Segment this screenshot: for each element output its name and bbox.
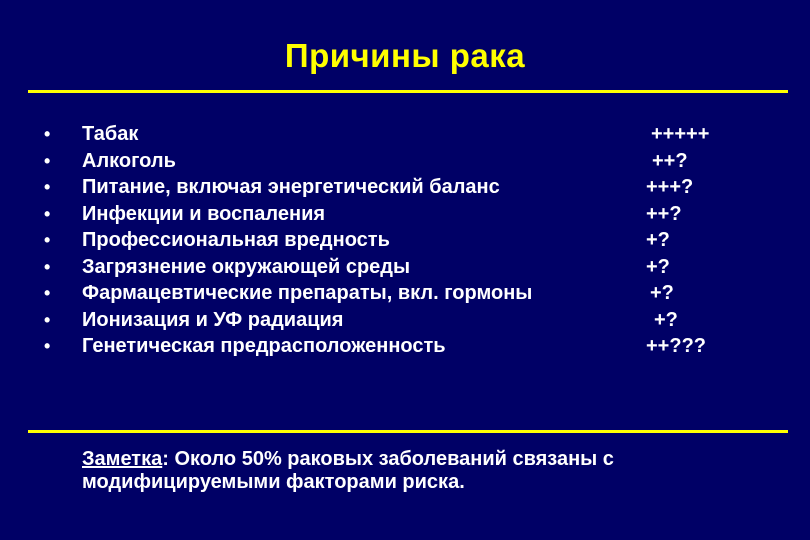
note-separator: : xyxy=(162,448,169,470)
cause-list xyxy=(44,121,764,360)
cause-rating: +++++ xyxy=(651,123,710,145)
bullet-icon: • xyxy=(44,230,51,250)
cause-rating: ++? xyxy=(652,149,688,172)
list-item xyxy=(44,201,764,228)
cause-label: Табак xyxy=(82,123,139,145)
cause-rating: +? xyxy=(646,255,670,278)
list-item xyxy=(44,121,764,148)
note-label: Заметка xyxy=(82,448,163,470)
cause-label: Питание, включая энергетический баланс xyxy=(82,176,500,198)
bullet-icon: • xyxy=(44,256,51,277)
cause-label: Загрязнение окружающей среды xyxy=(82,255,411,278)
list-item xyxy=(44,148,764,175)
note-divider xyxy=(28,430,788,433)
cause-rating: +++? xyxy=(646,176,694,198)
cause-rating: ++??? xyxy=(646,335,707,357)
cause-rating: +? xyxy=(654,308,678,331)
list-item xyxy=(44,333,764,360)
list-item xyxy=(44,174,764,201)
title-divider xyxy=(28,90,788,93)
cause-label: Алкоголь xyxy=(82,149,176,172)
list-item xyxy=(44,227,764,254)
bullet-icon: • xyxy=(44,177,51,197)
cause-rating: ++? xyxy=(646,202,682,225)
cause-label: Ионизация и УФ радиация xyxy=(82,308,344,331)
bullet-icon: • xyxy=(44,150,51,171)
bullet-icon: • xyxy=(44,124,51,144)
bullet-icon: • xyxy=(44,203,51,224)
cause-label: Генетическая предрасположенность xyxy=(82,335,446,357)
list-item xyxy=(44,280,764,307)
cause-label: Фармацевтические препараты, вкл. гормоны xyxy=(82,282,533,304)
note-text xyxy=(82,448,772,494)
bullet-icon: • xyxy=(44,336,51,356)
list-item xyxy=(44,307,764,334)
list-item xyxy=(44,254,764,281)
note-body: Около 50% раковых заболеваний связаны с модифицируемыми факторами риска. xyxy=(82,448,614,493)
cause-rating: +? xyxy=(650,282,674,304)
slide-title: Причины рака xyxy=(284,37,526,74)
cause-rating: +? xyxy=(646,229,670,251)
bullet-icon: • xyxy=(44,309,51,330)
bullet-icon: • xyxy=(44,283,51,303)
cause-label: Инфекции и воспаления xyxy=(82,202,326,225)
cause-label: Профессиональная вредность xyxy=(82,229,390,251)
